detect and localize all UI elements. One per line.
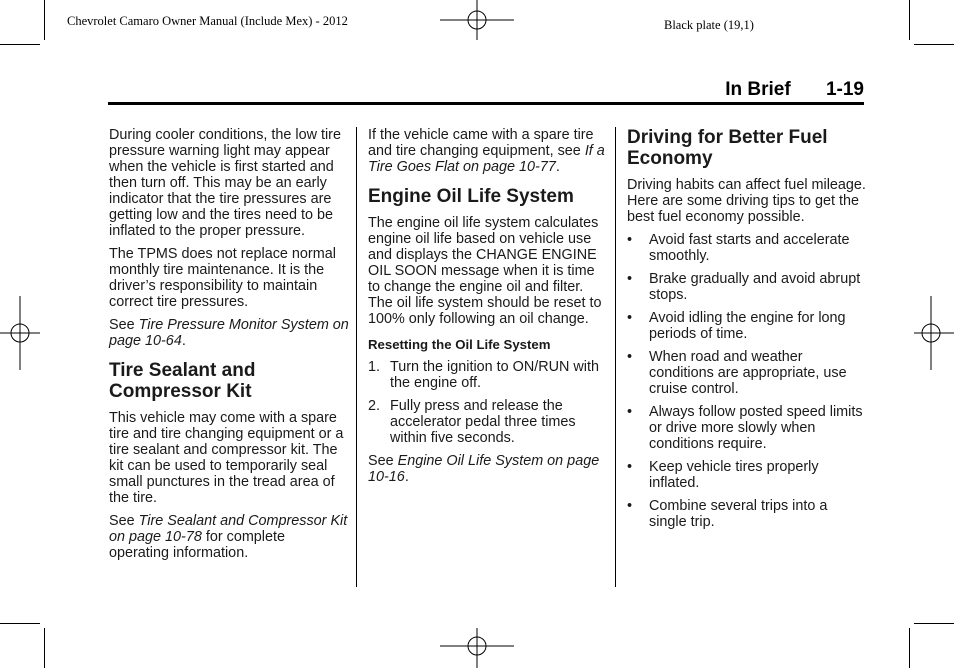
list-item [627, 498, 867, 530]
column-3 [627, 127, 867, 537]
registration-mark-bottom-icon [440, 628, 514, 668]
ref-link[interactable]: If a Tire Goes Flat on page 10-77 [368, 143, 605, 175]
crop-mark-top-left-h [0, 44, 40, 45]
step-text: Turn the ignition to ON/RUN with the engine off. [390, 359, 600, 391]
list-item [627, 459, 867, 491]
section-title: In Brief [725, 79, 791, 100]
column-2 [368, 127, 608, 492]
tip-text: Combine several trips into a single trip. [649, 498, 828, 530]
tip-text: Keep vehicle tires properly inflated. [649, 459, 819, 491]
header-rule [108, 102, 864, 105]
ref-suffix: . [181, 333, 186, 349]
plate-number: Black plate (19,1) [664, 18, 754, 32]
cross-reference [109, 513, 349, 561]
heading-fuel-economy: Driving for Better Fuel Economy [627, 127, 828, 169]
paragraph [368, 127, 608, 175]
ref-prefix: See [109, 317, 139, 333]
subheading-reset-oil-life: Resetting the Oil Life System [368, 337, 551, 352]
ref-prefix: If the vehicle came with a spare tire and tire changing equipment, see [368, 127, 594, 159]
list-item [627, 271, 867, 303]
heading-tire-sealant: Tire Sealant and Compressor Kit [109, 360, 256, 402]
list-item [368, 398, 608, 446]
crop-mark-top-right-v [909, 0, 910, 40]
ref-prefix: See [368, 453, 398, 469]
crop-mark-top-right-h [914, 44, 954, 45]
column-1 [109, 127, 349, 568]
crop-mark-bottom-right-h [914, 623, 954, 624]
tip-text: Avoid idling the engine for long periods of time. [649, 310, 846, 342]
paragraph: This vehicle may come with a spare tire and tire changing equipment or a tire sealant and compressor kit. The kit can be used to temporarily seal small punctures in the tread area of the tire. [109, 410, 344, 506]
ref-prefix: See [109, 513, 139, 529]
ref-link[interactable]: Engine Oil Life System on page 10-16 [368, 453, 600, 485]
list-item [627, 310, 867, 342]
list-item [627, 349, 867, 397]
tip-text: Brake gradually and avoid abrupt stops. [649, 271, 861, 303]
tip-text: Always follow posted speed limits or drive more slowly when conditions require. [649, 404, 863, 452]
paragraph: The TPMS does not replace normal monthly tire maintenance. It is the driver’s responsibility to maintain correct tire pressures. [109, 246, 336, 310]
tips-list [627, 232, 867, 530]
tip-text: Avoid fast starts and accelerate smoothly. [649, 232, 850, 264]
registration-mark-top-icon [440, 0, 514, 40]
bullet-icon: • [627, 271, 633, 287]
ref-link[interactable]: Tire Sealant and Compressor Kit on page 10-78 [109, 513, 348, 545]
crop-mark-bottom-right-v [909, 628, 910, 668]
bullet-icon: • [627, 349, 633, 365]
cross-reference [368, 453, 608, 485]
steps-list [368, 359, 608, 446]
column-divider [615, 127, 616, 587]
list-item [627, 232, 867, 264]
registration-mark-right-icon [914, 296, 954, 370]
heading-engine-oil-life: Engine Oil Life System [368, 186, 574, 207]
step-number: 1. [368, 359, 381, 375]
paragraph: The engine oil life system calculates engine oil life based on vehicle use and displays the CHANGE ENGINE OIL SOON message when it is time to change the engine oil and filter. The oil life system should be reset to 100% only following an oil change. [368, 215, 602, 327]
crop-mark-bottom-left-v [44, 628, 45, 668]
cross-reference [109, 317, 349, 349]
bullet-icon: • [627, 310, 633, 326]
list-item [368, 359, 608, 391]
ref-link[interactable]: Tire Pressure Monitor System on page 10-64 [109, 317, 349, 349]
step-number: 2. [368, 398, 381, 414]
plate-title: Chevrolet Camaro Owner Manual (Include Mex) - 2012 [67, 14, 348, 28]
bullet-icon: • [627, 459, 633, 475]
crop-mark-top-left-v [44, 0, 45, 40]
paragraph: Driving habits can affect fuel mileage. Here are some driving tips to get the best fuel economy possible. [627, 177, 866, 225]
step-text: Fully press and release the accelerator pedal three times within five seconds. [390, 398, 576, 446]
column-divider [356, 127, 357, 587]
bullet-icon: • [627, 232, 633, 248]
page-number: 1-19 [825, 79, 864, 100]
bullet-icon: • [627, 498, 633, 514]
bullet-icon: • [627, 404, 633, 420]
ref-suffix: . [555, 159, 560, 175]
list-item [627, 404, 867, 452]
crop-mark-bottom-left-h [0, 623, 40, 624]
tip-text: When road and weather conditions are appropriate, use cruise control. [649, 349, 847, 397]
running-header [725, 79, 864, 101]
registration-mark-left-icon [0, 296, 40, 370]
ref-suffix: for complete operating information. [109, 529, 286, 561]
paragraph: During cooler conditions, the low tire pressure warning light may appear when the vehicle is first started and then turn off. This may be an early indicator that the tire pressures are getting low and the tires need to be inflated to the proper pressure. [109, 127, 341, 239]
ref-suffix: . [404, 469, 409, 485]
